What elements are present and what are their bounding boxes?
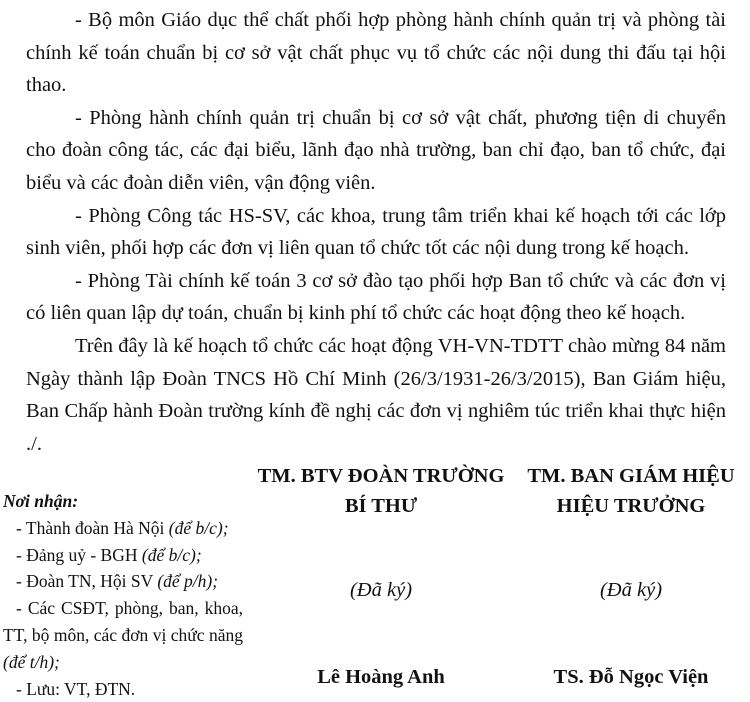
recipients-block (3, 488, 243, 702)
signed-mark: (Đã ký) (599, 579, 663, 601)
signer-name: TS. Đỗ Ngọc Viện (553, 666, 709, 688)
paragraph-finance-office: - Phòng Tài chính kế toán 3 cơ sở đào tạo phối hợp Ban tổ chức và các đơn vị có liên quan lập dự toán, chuẩn bị kinh phí tổ chức các hoạt động theo kế hoạch. (26, 269, 726, 325)
paragraph-admin-office: - Phòng hành chính quản trị chuẩn bị cơ sở vật chất, phương tiện di chuyển cho đoàn công tác, các đại biểu, lãnh đạo nhà trường, ban chỉ đạo, ban tổ chức, đại biểu và các đoàn diễn viên, vận động viên. (26, 106, 726, 194)
signature-title: TM. BTV ĐOÀN TRƯỜNG (257, 465, 505, 487)
recipient-item: - Đảng uỷ - BGH (để b/c); (16, 544, 202, 565)
signature-role: HIỆU TRƯỞNG (556, 495, 706, 517)
signer-name: Lê Hoàng Anh (317, 666, 445, 688)
paragraph-pe-department: - Bộ môn Giáo dục thể chất phối hợp phòng hành chính quản trị và phòng tài chính kế toán chuẩn bị cơ sở vật chất phục vụ tổ chức các nội dung thi đấu tại hội thao. (26, 9, 726, 97)
recipient-item: - Lưu: VT, ĐTN. (16, 678, 136, 699)
signature-block-youth-union (250, 461, 512, 521)
signature-title: TM. BAN GIÁM HIỆU (527, 465, 735, 487)
recipients-title: Nơi nhận: (3, 491, 79, 511)
document-body (26, 4, 726, 460)
signed-mark: (Đã ký) (349, 579, 413, 601)
signature-block-board (525, 461, 737, 521)
signature-role: BÍ THƯ (344, 495, 418, 517)
paragraph-student-affairs: - Phòng Công tác HS-SV, các khoa, trung tâm triển khai kế hoạch tới các lớp sinh viên, phối hợp các đơn vị liên quan tổ chức tốt các nội dung trong kế hoạch. (26, 204, 726, 260)
paragraph-conclusion: Trên đây là kế hoạch tổ chức các hoạt động VH-VN-TDTT chào mừng 84 năm Ngày thành lập Đoàn TNCS Hồ Chí Minh (26/3/1931-26/3/2015), Ban Giám hiệu, Ban Chấp hành Đoàn trường kính đề nghị các đơn vị nghiêm túc triển khai thực hiện ./. (26, 334, 726, 455)
recipient-item: - Đoàn TN, Hội SV (để p/h); (16, 571, 219, 592)
recipient-item: - Thành đoàn Hà Nội (để b/c); (16, 517, 229, 538)
recipient-item: - Các CSĐT, phòng, ban, khoa, TT, bộ môn, các đơn vị chức năng (để t/h); (3, 598, 243, 672)
